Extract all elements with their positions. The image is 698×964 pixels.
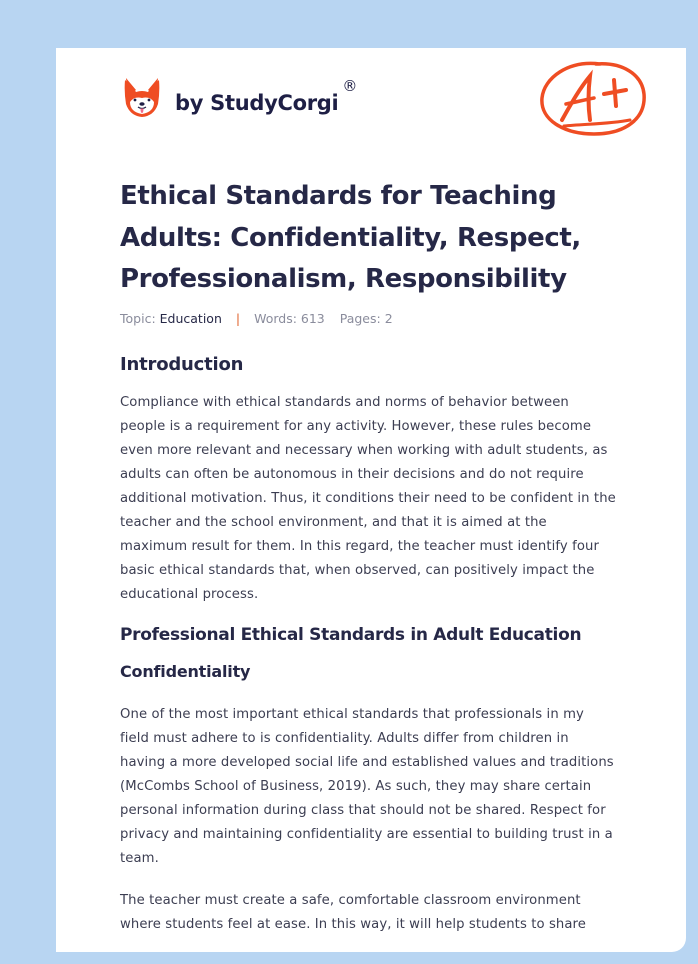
text-line: Compliance with ethical standards and norms of behavior between [120, 395, 569, 410]
topic-link[interactable]: Education [159, 311, 222, 326]
text-line: people is a requirement for any activity. However, these rules become [120, 419, 592, 434]
text-line: The teacher must create a safe, comfortable classroom environment [120, 893, 581, 908]
text-line: personal information during class that should not be shared. Respect for [120, 803, 606, 818]
text-line: teacher and the school environment, and that it is aimed at the [120, 515, 547, 530]
text-line: additional motivation. Thus, it conditions their need to be confident in the [120, 491, 616, 506]
words-count: 613 [300, 311, 325, 326]
confidentiality-paragraph-2 [120, 889, 640, 937]
document-card [56, 48, 686, 952]
section-heading-introduction: Introduction [120, 354, 244, 375]
introduction-paragraph [120, 391, 640, 607]
topic-label: Topic: [120, 311, 156, 326]
subheading-confidentiality: Confidentiality [120, 662, 251, 681]
text-line: educational process. [120, 587, 259, 602]
article-title: Ethical Standards for Teaching Adults: Confidentiality, Respect, Professionalism, Responsibility [120, 181, 581, 294]
pages-label: Pages: [339, 311, 381, 326]
meta-separator: | [235, 311, 241, 326]
registered-mark: ® [342, 77, 358, 95]
text-line: One of the most important ethical standards that professionals in my [120, 707, 584, 722]
pages-count: 2 [384, 311, 393, 326]
text-line: team. [120, 851, 159, 866]
section-heading-professional-standards: Professional Ethical Standards in Adult Education [120, 625, 582, 645]
a-plus-grade-icon [538, 58, 650, 140]
text-line: even more relevant and necessary when working with adult students, as [120, 443, 608, 458]
text-line: having a more developed social life and established values and traditions [120, 755, 614, 770]
article-meta [120, 311, 393, 326]
confidentiality-paragraph-1 [120, 703, 640, 871]
studycorgi-logo[interactable] [122, 76, 357, 120]
logo-text: by StudyCorgi [175, 91, 339, 115]
words-label: Words: [254, 311, 297, 326]
text-line: adults can often be autonomous in their decisions and do not require [120, 467, 584, 482]
text-line: field must adhere to is confidentiality. Adults differ from children in [120, 731, 569, 746]
text-line: where students feel at ease. In this way, it will help students to share [120, 917, 587, 932]
text-line: privacy and maintaining confidentiality are essential to building trust in a [120, 827, 613, 842]
text-line: (McCombs School of Business, 2019). As such, they may share certain [120, 779, 592, 794]
text-line: basic ethical standards that, when observed, can positively impact the [120, 563, 595, 578]
corgi-icon [122, 76, 162, 120]
text-line: maximum result for them. In this regard, the teacher must identify four [120, 539, 599, 554]
